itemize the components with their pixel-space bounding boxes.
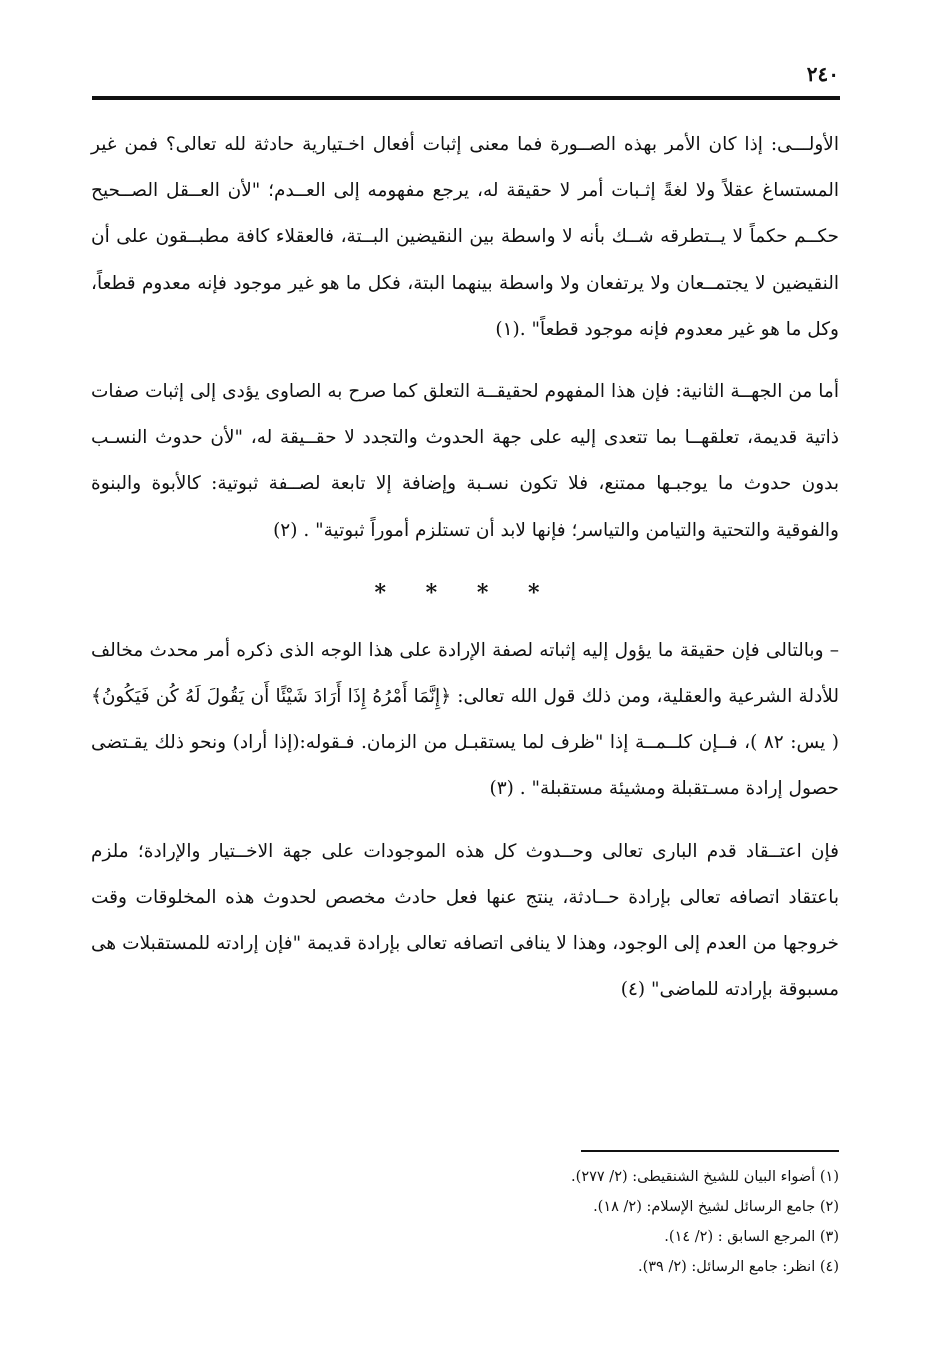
body-text bbox=[91, 122, 839, 1013]
footnote-rule bbox=[581, 1150, 839, 1152]
footnote-1: (١) أضواء البيان للشيخ الشنقيطى: (٢/ ٢٧٧). bbox=[571, 1169, 839, 1185]
footnotes-list bbox=[419, 1162, 839, 1282]
header-rule bbox=[92, 96, 840, 100]
footnote-3: (٣) المرجع السابق : (٢/ ١٤). bbox=[664, 1229, 839, 1245]
page-number: ٢٤٠ bbox=[806, 62, 839, 86]
paragraph-conclusion: فإن اعتــقاد قدم البارى تعالى وحــدوث كل هذه الموجودات على جهة الاخــتيار والإرادة؛ ملزم باعتقاد اتصافه تعالى بإرادة حــادثة، ينتج عنها فعل حادث مخصص لحدوث هذه المخلوقات وقت خروجها من العدم إلى الوجود، وهذا لا ينافى اتصافه تعالى بإرادة قديمة "فإن إرادته للمستقبلات هى مسبوقة بإرادته للماضى" (٤) bbox=[91, 840, 839, 1001]
section-separator: * * * * bbox=[374, 579, 556, 606]
paragraph-second-aspect: أما من الجهــة الثانية: فإن هذا المفهوم لحقيقــة التعلق كما صرح به الصاوى يؤدى إلى إثبات صفات ذاتية قديمة، تعلقهــا بما تتعدى إليه على جهة الحدوث والتجدد لا حقــيقة له، "لأن حدوث النسـب بدون حدوث ما يوجبـها ممتنع، فلا تكون نسـبة وإضافة إلا تابعة لصــفة ثبوتية: كالأبوة والبنوة والفوقية والتحتية والتيامن والتياسر؛ فإنها لابد أن تستلزم أموراً ثبوتية" . (٢) bbox=[91, 381, 839, 541]
footnote-4: (٤) انظر: جامع الرسائل: (٢/ ٣٩). bbox=[637, 1259, 839, 1275]
footnote-2: (٢) جامع الرسائل لشيخ الإسلام: (٢/ ١٨). bbox=[593, 1199, 839, 1215]
paragraph-first-aspect: الأولـــى: إذا كان الأمر بهذه الصــورة فما معنى إثبات أفعال اخـتيارية حادثة لله تعالى؟ فمن غير المستساغ عقلاً ولا لغةً إثـبات أمر لا حقيقة له، يرجع مفهومه إلى العــدم؛ "لأن العــقل الصــحيح حكــم حكماً لا يــتطرقه شــك بأنه لا واسطة بين النقيضين البــتة، فالعقلاء كافة مطبــقون على أن النقيضين لا يجتمــعان ولا يرتفعان ولا واسطة بينهما البتة، فكل ما هو غير موجود فإنه معدوم قطعاً، وكل ما هو غير معدوم فإنه موجود قطعاً" .(١) bbox=[91, 134, 839, 340]
paragraph-consequence: – وبالتالى فإن حقيقة ما يؤول إليه إثباته لصفة الإرادة على هذا الوجه الذى ذكره أمر محدث مخالف للأدلة الشرعية والعقلية، ومن ذلك قول الله تعالى: ﴿إِنَّمَا أَمْرُهُ إِذَا أَرَادَ شَيْئًا أَن يَقُولَ لَهُ كُن فَيَكُونُ﴾ ( يس: ٨٢ )، فــإن كلــمــة إذا "ظرف لما يستقبـل من الزمان. فـقوله:(إذا أراد) ونحو ذلك يقـتضى حصول إرادة مسـتقبلة ومشيئة مستقبلة" . (٣) bbox=[91, 639, 839, 800]
